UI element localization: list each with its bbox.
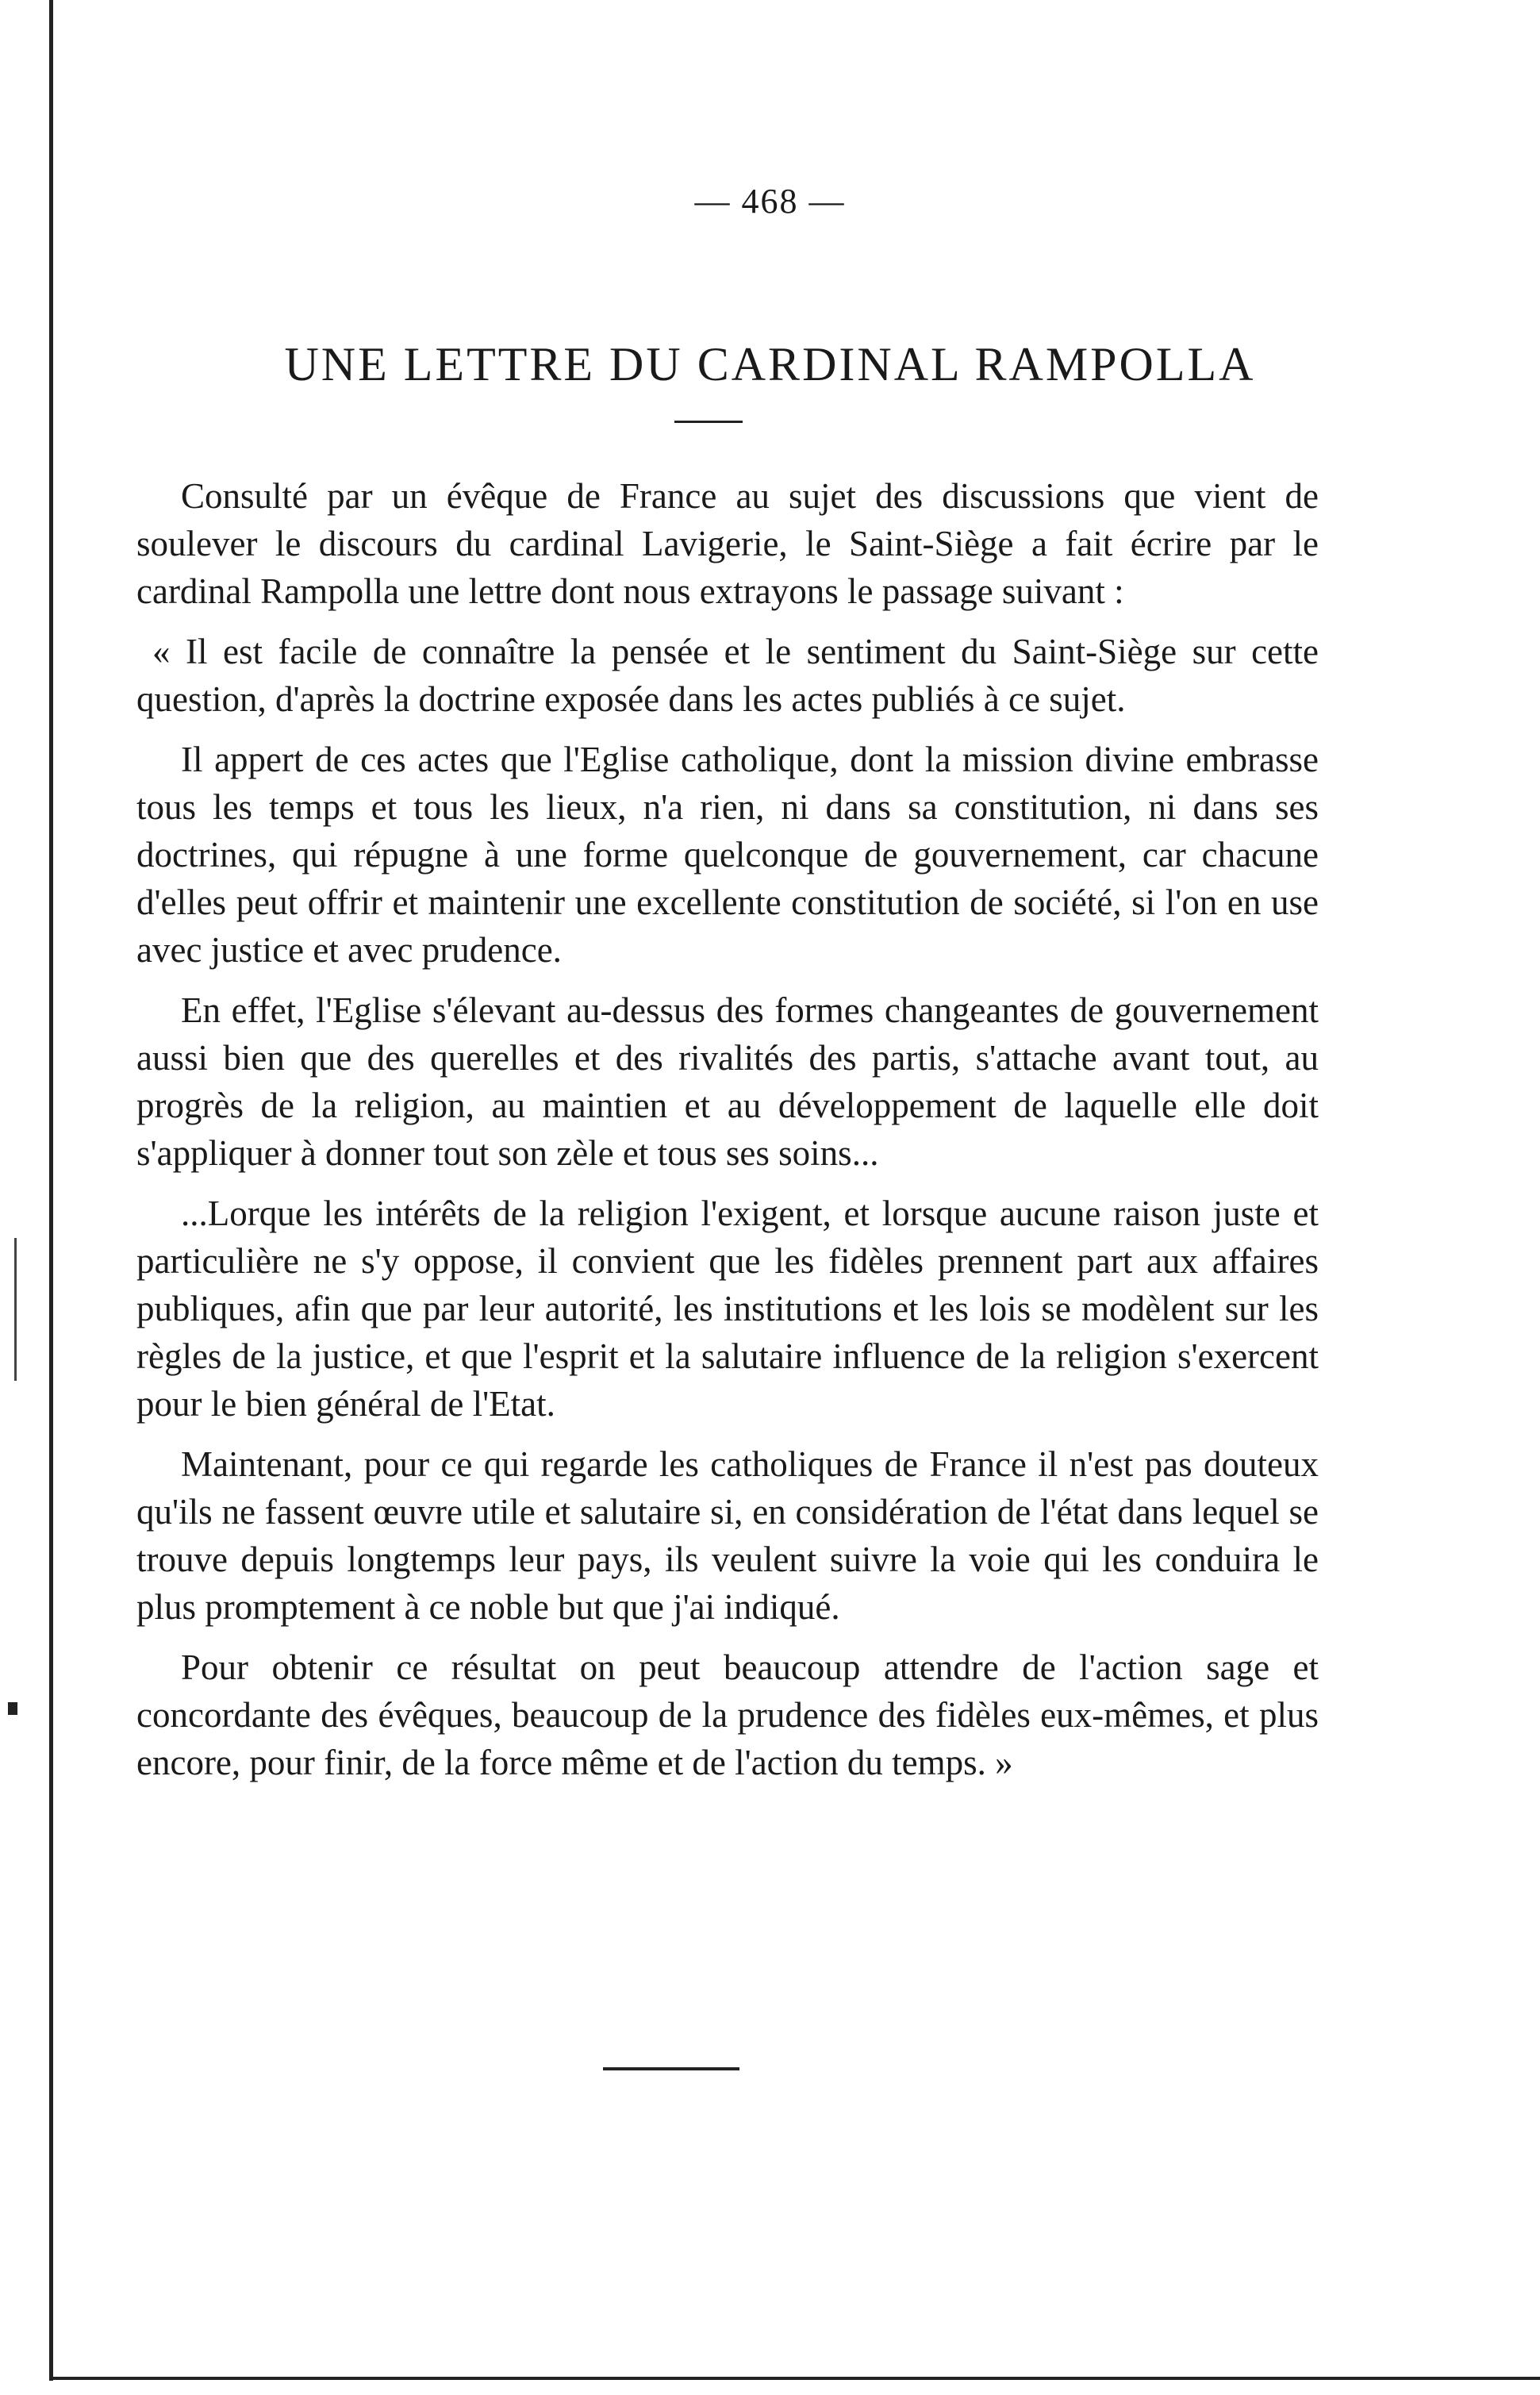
paragraph-quote-start: « Il est facile de connaître la pensée et le sentiment du Saint-Siège sur cette question, d'après la doctrine exposée dans les actes publiés à ce sujet. <box>136 632 1319 719</box>
margin-mark <box>14 1238 17 1381</box>
paragraph-intro: Consulté par un évêque de France au sujet des discussions que vient de soulever le discours du cardinal Lavigerie, le Saint-Siège a fait écrire par le cardinal Rampolla une lettre dont nous extrayons le passage suivant : <box>136 476 1319 611</box>
bottom-rule <box>49 2377 1540 2380</box>
paragraph-quote-end: Pour obtenir ce résultat on peut beaucoup attendre de l'action sage et concordante des évêques, beaucoup de la prudence des fidèles eux-mêmes, et plus encore, pour finir, de la force même et de l'action du temps. » <box>136 1647 1319 1782</box>
article-body <box>136 472 1319 1799</box>
paragraph: Il appert de ces actes que l'Eglise catholique, dont la mission divine embrasse tous les temps et tous les lieux, n'a rien, ni dans sa constitution, ni dans ses doctrines, qui répugne à une forme quelconque de gouvernement, car chacune d'elles peut offrir et maintenir une excellente constitution de société, si l'on en use avec justice et avec prudence. <box>136 740 1319 970</box>
article-title: UNE LETTRE DU CARDINAL RAMPOLLA <box>284 338 1256 391</box>
paragraph: Maintenant, pour ce qui regarde les catholiques de France il n'est pas douteux qu'ils ne fassent œuvre utile et salutaire si, en considération de l'état dans lequel se trouve depuis longtemps leur pays, ils veulent suivre la voie qui les conduira le plus promptement à ce noble but que j'ai indiqué. <box>136 1444 1319 1627</box>
title-divider <box>674 421 743 423</box>
paragraph: En effet, l'Eglise s'élevant au-dessus des formes changeantes de gouvernement aussi bien que des querelles et des rivalités des partis, s'attache avant tout, au progrès de la religion, au maintien et au développement de laquelle elle doit s'appliquer à donner tout son zèle et tous ses soins... <box>136 990 1319 1173</box>
end-divider <box>603 2067 739 2070</box>
paragraph: ...Lorque les intérêts de la religion l'exigent, et lorsque aucune raison juste et particulière ne s'y oppose, il convient que les fidèles prennent part aux affaires publiques, afin que par leur autorité, les institutions et les lois se modèlent sur les règles de la justice, et que l'esprit et la salutaire influence de la religion s'exercent pour le bien général de l'Etat. <box>136 1194 1319 1424</box>
margin-bullet <box>8 1702 17 1715</box>
page-number: — 468 — <box>694 182 846 221</box>
